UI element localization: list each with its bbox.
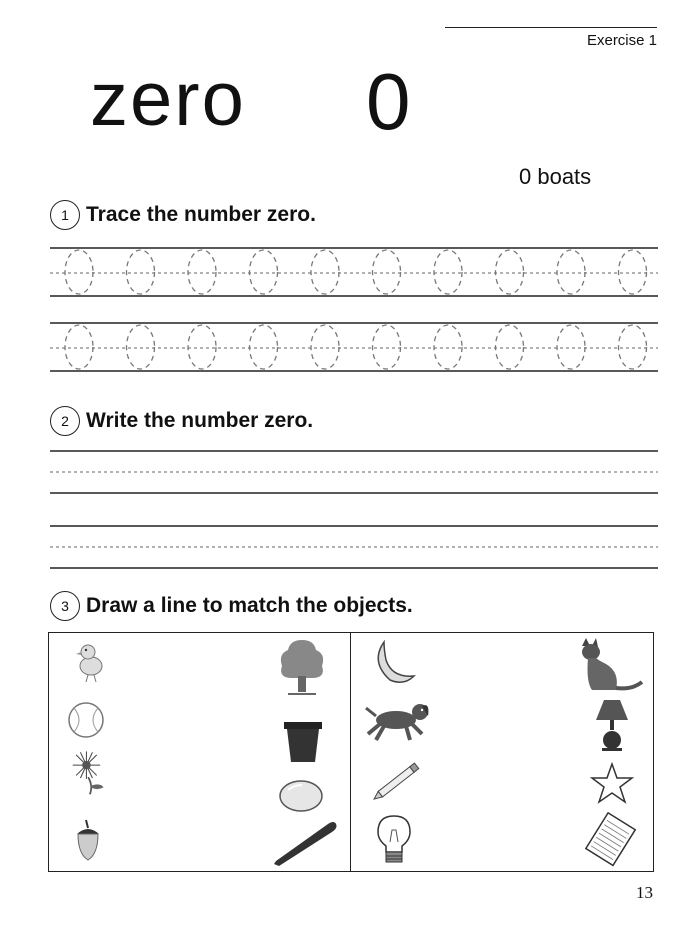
number-word: zero (90, 57, 246, 142)
lamp-icon[interactable] (592, 696, 632, 752)
trace-zero-outline (373, 250, 401, 294)
section-instruction: Trace the number zero. (86, 203, 316, 226)
section-instruction: Write the number zero. (86, 409, 314, 432)
paper-icon[interactable] (580, 812, 640, 868)
tree-icon[interactable] (274, 636, 330, 696)
acorn-icon[interactable] (64, 816, 114, 864)
star-icon[interactable] (588, 760, 638, 808)
section-2-heading (50, 406, 313, 436)
trace-row-2[interactable] (50, 321, 658, 375)
section-number-badge: 1 (50, 200, 80, 230)
egg-icon[interactable] (276, 774, 326, 822)
trace-zero-outline (127, 325, 155, 369)
trace-zero-outline (250, 325, 278, 369)
trace-row-1[interactable] (50, 246, 658, 300)
trace-zero-outline (65, 325, 93, 369)
trace-zero-outline (127, 250, 155, 294)
section-1-heading (50, 200, 316, 230)
trace-zero-outline (557, 325, 585, 369)
flower-pot-icon[interactable] (278, 718, 328, 766)
flower-icon[interactable] (64, 748, 114, 796)
section-number-badge: 3 (50, 591, 80, 621)
baseball-bat-icon[interactable] (270, 818, 340, 868)
matching-box[interactable] (48, 632, 654, 872)
trace-zero-outline (311, 250, 339, 294)
write-row-2[interactable] (50, 524, 658, 570)
trace-zero-outline (434, 250, 462, 294)
number-digit: 0 (366, 57, 411, 146)
trace-zero-outline (434, 325, 462, 369)
section-instruction: Draw a line to match the objects. (86, 594, 413, 617)
trace-zero-outline (188, 325, 216, 369)
cat-icon[interactable] (576, 636, 646, 696)
trace-zeros (65, 250, 647, 294)
chick-icon[interactable] (64, 636, 114, 684)
trace-zero-outline (311, 325, 339, 369)
example-caption: 0 boats (519, 164, 592, 189)
trace-zero-outline (619, 325, 647, 369)
trace-zero-outline (557, 250, 585, 294)
matching-divider (350, 632, 351, 872)
page-number: 13 (636, 883, 653, 902)
section-number-badge: 2 (50, 406, 80, 436)
trace-zeros (65, 325, 647, 369)
trace-zero-outline (373, 325, 401, 369)
exercise-label: Exercise 1 (586, 32, 657, 49)
moon-icon[interactable] (368, 638, 418, 686)
pencil-icon[interactable] (366, 756, 430, 806)
dog-icon[interactable] (362, 696, 434, 746)
section-3-heading (50, 591, 413, 621)
trace-zero-outline (619, 250, 647, 294)
header-rule (445, 27, 657, 28)
trace-zero-outline (496, 250, 524, 294)
trace-zero-outline (188, 250, 216, 294)
trace-zero-outline (250, 250, 278, 294)
light-bulb-icon[interactable] (372, 812, 416, 868)
baseball-icon[interactable] (62, 696, 112, 744)
write-row-1[interactable] (50, 449, 658, 495)
trace-zero-outline (65, 250, 93, 294)
trace-zero-outline (496, 325, 524, 369)
